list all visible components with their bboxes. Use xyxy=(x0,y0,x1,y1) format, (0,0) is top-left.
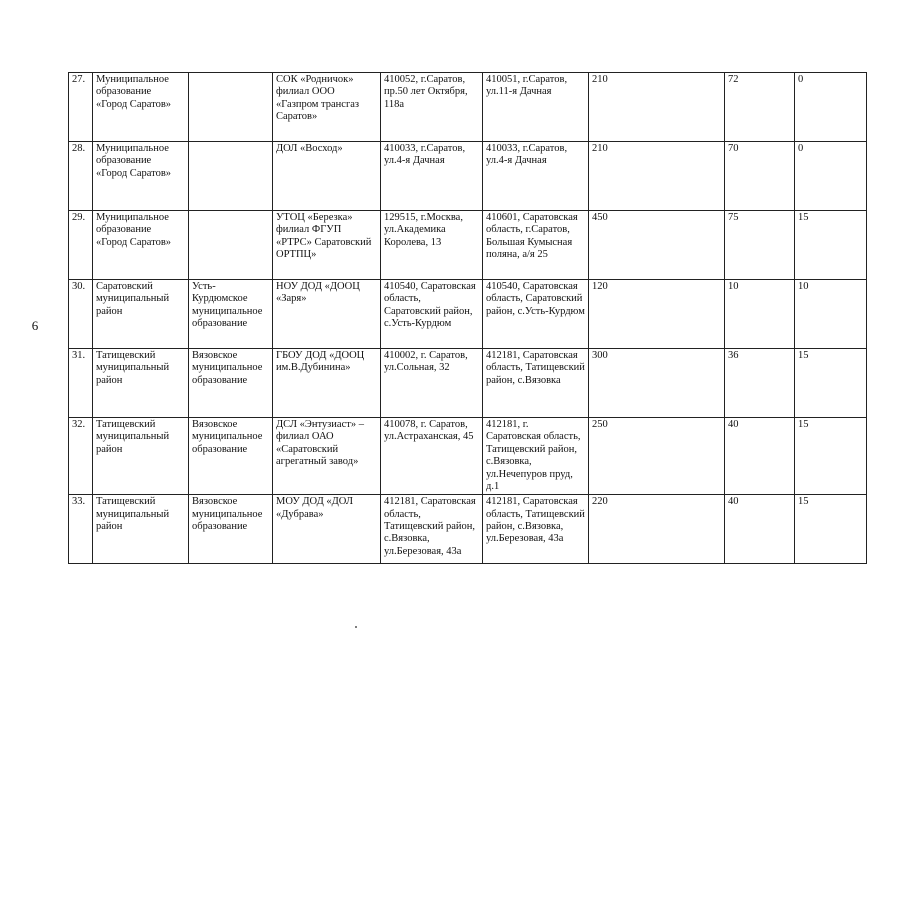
camp-name-cell: МОУ ДОД «ДОЛ «Дубрава» xyxy=(273,495,381,564)
district-cell: Муниципальное образование «Город Саратов» xyxy=(93,211,189,280)
capacity-cell: 450 xyxy=(589,211,725,280)
camp-name-cell: НОУ ДОД «ДООЦ «Заря» xyxy=(273,280,381,349)
capacity-cell: 210 xyxy=(589,142,725,211)
capacity-cell: 120 xyxy=(589,280,725,349)
row-number: 27. xyxy=(69,73,93,142)
municipal-formation-cell xyxy=(189,211,273,280)
table-row xyxy=(69,495,867,564)
legal-address-cell: 410540, Саратовская область, Саратовский район, с.Усть-Курдюм xyxy=(381,280,483,349)
legal-address-cell: 412181, Саратовская область, Татищевский район, с.Вязовка, ул.Березовая, 43а xyxy=(381,495,483,564)
capacity-cell: 300 xyxy=(589,349,725,418)
registry-table-wrap xyxy=(68,72,866,564)
actual-address-cell: 410540, Саратовская область, Саратовский район, с.Усть-Курдюм xyxy=(483,280,589,349)
row-number: 29. xyxy=(69,211,93,280)
value-a-cell: 10 xyxy=(725,280,795,349)
legal-address-cell: 410033, г.Саратов, ул.4-я Дачная xyxy=(381,142,483,211)
legal-address-cell: 410052, г.Саратов, пр.50 лет Октября, 118а xyxy=(381,73,483,142)
camp-name-cell: ДСЛ «Энтузиаст» – филиал ОАО «Саратовский агрегатный завод» xyxy=(273,418,381,495)
municipal-formation-cell: Вязовское муниципальное образование xyxy=(189,495,273,564)
district-cell: Муниципальное образование «Город Саратов» xyxy=(93,73,189,142)
row-number: 32. xyxy=(69,418,93,495)
legal-address-cell: 410078, г. Саратов, ул.Астраханская, 45 xyxy=(381,418,483,495)
table-row xyxy=(69,142,867,211)
actual-address-cell: 410601, Саратовская область, г.Саратов, Большая Кумысная поляна, а/я 25 xyxy=(483,211,589,280)
table-row xyxy=(69,280,867,349)
value-b-cell: 15 xyxy=(795,495,867,564)
value-b-cell: 15 xyxy=(795,211,867,280)
municipal-formation-cell: Усть-Курдюмское муниципальное образование xyxy=(189,280,273,349)
value-a-cell: 70 xyxy=(725,142,795,211)
value-b-cell: 0 xyxy=(795,142,867,211)
district-cell: Татищевский муниципальный район xyxy=(93,418,189,495)
district-cell: Татищевский муниципальный район xyxy=(93,495,189,564)
row-number: 28. xyxy=(69,142,93,211)
municipal-formation-cell xyxy=(189,73,273,142)
camp-name-cell: УТОЦ «Березка» филиал ФГУП «РТРС» Саратовский ОРТПЦ» xyxy=(273,211,381,280)
actual-address-cell: 410051, г.Саратов, ул.11-я Дачная xyxy=(483,73,589,142)
municipal-formation-cell xyxy=(189,142,273,211)
legal-address-cell: 410002, г. Саратов, ул.Сольная, 32 xyxy=(381,349,483,418)
value-a-cell: 75 xyxy=(725,211,795,280)
table-row xyxy=(69,211,867,280)
value-b-cell: 15 xyxy=(795,349,867,418)
value-a-cell: 72 xyxy=(725,73,795,142)
municipal-formation-cell: Вязовское муниципальное образование xyxy=(189,349,273,418)
capacity-cell: 220 xyxy=(589,495,725,564)
row-number: 31. xyxy=(69,349,93,418)
table-row xyxy=(69,73,867,142)
value-b-cell: 0 xyxy=(795,73,867,142)
actual-address-cell: 410033, г.Саратов, ул.4-я Дачная xyxy=(483,142,589,211)
capacity-cell: 250 xyxy=(589,418,725,495)
district-cell: Муниципальное образование «Город Саратов» xyxy=(93,142,189,211)
actual-address-cell: 412181, Саратовская область, Татищевский район, с.Вязовка xyxy=(483,349,589,418)
legal-address-cell: 129515, г.Москва, ул.Академика Королева, 13 xyxy=(381,211,483,280)
row-number: 33. xyxy=(69,495,93,564)
value-a-cell: 40 xyxy=(725,418,795,495)
actual-address-cell: 412181, г. Саратовская область, Татищевский район, с.Вязовка, ул.Нечепуров пруд, д.1 xyxy=(483,418,589,495)
table-row xyxy=(69,349,867,418)
camp-name-cell: ДОЛ «Восход» xyxy=(273,142,381,211)
district-cell: Татищевский муниципальный район xyxy=(93,349,189,418)
value-b-cell: 15 xyxy=(795,418,867,495)
value-a-cell: 40 xyxy=(725,495,795,564)
district-cell: Саратовский муниципальный район xyxy=(93,280,189,349)
value-a-cell: 36 xyxy=(725,349,795,418)
actual-address-cell: 412181, Саратовская область, Татищевский район, с.Вязовка, ул.Березовая, 43а xyxy=(483,495,589,564)
capacity-cell: 210 xyxy=(589,73,725,142)
value-b-cell: 10 xyxy=(795,280,867,349)
page-number: 6 xyxy=(31,318,39,333)
camp-name-cell: СОК «Родничок» филиал ООО «Газпром трансгаз Саратов» xyxy=(273,73,381,142)
registry-body xyxy=(69,73,867,564)
scan-speck xyxy=(355,626,357,628)
row-number: 30. xyxy=(69,280,93,349)
registry-table xyxy=(68,72,867,564)
table-row xyxy=(69,418,867,495)
municipal-formation-cell: Вязовское муниципальное образование xyxy=(189,418,273,495)
camp-name-cell: ГБОУ ДОД «ДООЦ им.В.Дубинина» xyxy=(273,349,381,418)
